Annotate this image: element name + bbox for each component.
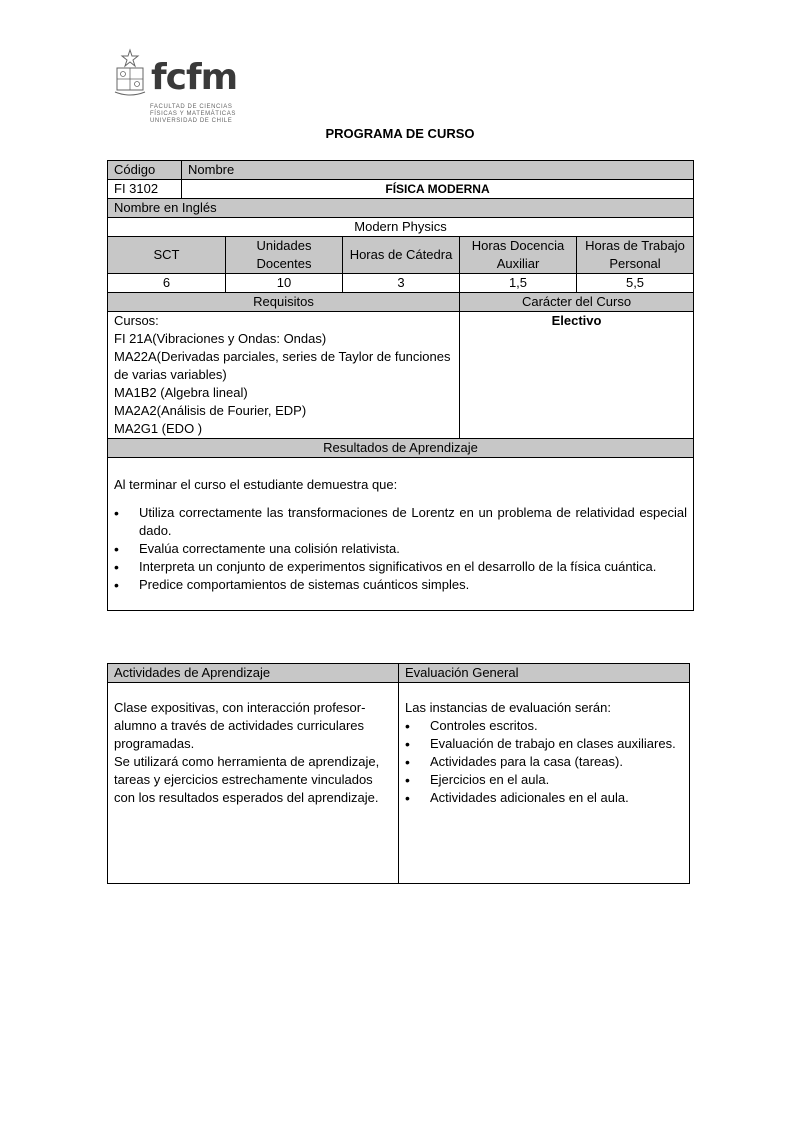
evaluation-cell [399,683,690,884]
requirement-item: MA1B2 (Algebra lineal) [114,385,248,400]
character-value: Electivo [460,312,694,439]
learning-results-list [114,504,687,594]
evaluation-label: Evaluación General [399,664,690,683]
course-code: FI 3102 [108,180,182,199]
activities-paragraph: Clase expositivas, con interacción profesor-alumno a través de actividades curriculares programadas. [114,700,366,751]
course-name: FÍSICA MODERNA [182,180,694,199]
list-item: • Predice comportamientos de sistemas cuánticos simples. [114,576,687,594]
requirement-item: MA22A(Derivadas parciales, series de Taylor de funciones de varias variables) [114,349,451,382]
logo-tagline: FACULTAD DE CIENCIAS FÍSICAS Y MATEMÁTICAS UNIVERSIDAD DE CHILE [150,104,236,124]
list-item: • Actividades adicionales en el aula. [405,789,683,807]
activities-evaluation-table [107,663,690,884]
hours-value-units: 10 [226,274,343,293]
page-title: PROGRAMA DE CURSO [325,126,475,141]
hours-header-lecture: Horas de Cátedra [343,237,460,274]
list-item: • Interpreta un conjunto de experimentos significativos en el desarrollo de la física cuántica. [114,558,687,576]
list-item: • Actividades para la casa (tareas). [405,753,683,771]
character-label: Carácter del Curso [460,293,694,312]
activities-cell [108,683,399,884]
course-info-table [107,160,694,611]
requirements-label: Requisitos [108,293,460,312]
hours-value-sct: 6 [108,274,226,293]
evaluation-list [405,717,683,807]
hours-header-sct: SCT [108,237,226,274]
university-seal-icon [113,48,147,96]
list-item: • Evaluación de trabajo en clases auxiliares. [405,735,683,753]
english-name-label: Nombre en Inglés [108,199,694,218]
requirement-item: FI 21A(Vibraciones y Ondas: Ondas) [114,331,327,346]
faculty-logo [113,48,238,130]
hours-value-lecture: 3 [343,274,460,293]
learning-results-label: Resultados de Aprendizaje [108,439,694,458]
requirements-cell [108,312,460,439]
list-item: • Controles escritos. [405,717,683,735]
evaluation-intro: Las instancias de evaluación serán: [405,700,611,715]
requirement-item: MA2G1 (EDO ) [114,421,203,436]
name-label: Nombre [182,161,694,180]
requirements-intro: Cursos: [114,313,159,328]
list-item: • Utiliza correctamente las transformaciones de Lorentz en un problema de relatividad especial dado. [114,504,687,540]
hours-header-auxiliary: Horas Docencia Auxiliar [460,237,577,274]
hours-header-personal: Horas de Trabajo Personal [577,237,694,274]
activities-label: Actividades de Aprendizaje [108,664,399,683]
logo-wordmark: fcfm [151,57,238,98]
code-label: Código [108,161,182,180]
activities-paragraph: Se utilizará como herramienta de aprendizaje, tareas y ejercicios estrechamente vinculados con los resultados esperados del aprendizaje. [114,754,380,805]
list-item: • Ejercicios en el aula. [405,771,683,789]
english-name: Modern Physics [108,218,694,237]
learning-results-intro: Al terminar el curso el estudiante demuestra que: [114,477,398,492]
learning-results-cell [108,458,694,611]
hours-header-units: Unidades Docentes [226,237,343,274]
hours-value-personal: 5,5 [577,274,694,293]
hours-value-auxiliary: 1,5 [460,274,577,293]
requirement-item: MA2A2(Análisis de Fourier, EDP) [114,403,307,418]
list-item: • Evalúa correctamente una colisión relativista. [114,540,687,558]
